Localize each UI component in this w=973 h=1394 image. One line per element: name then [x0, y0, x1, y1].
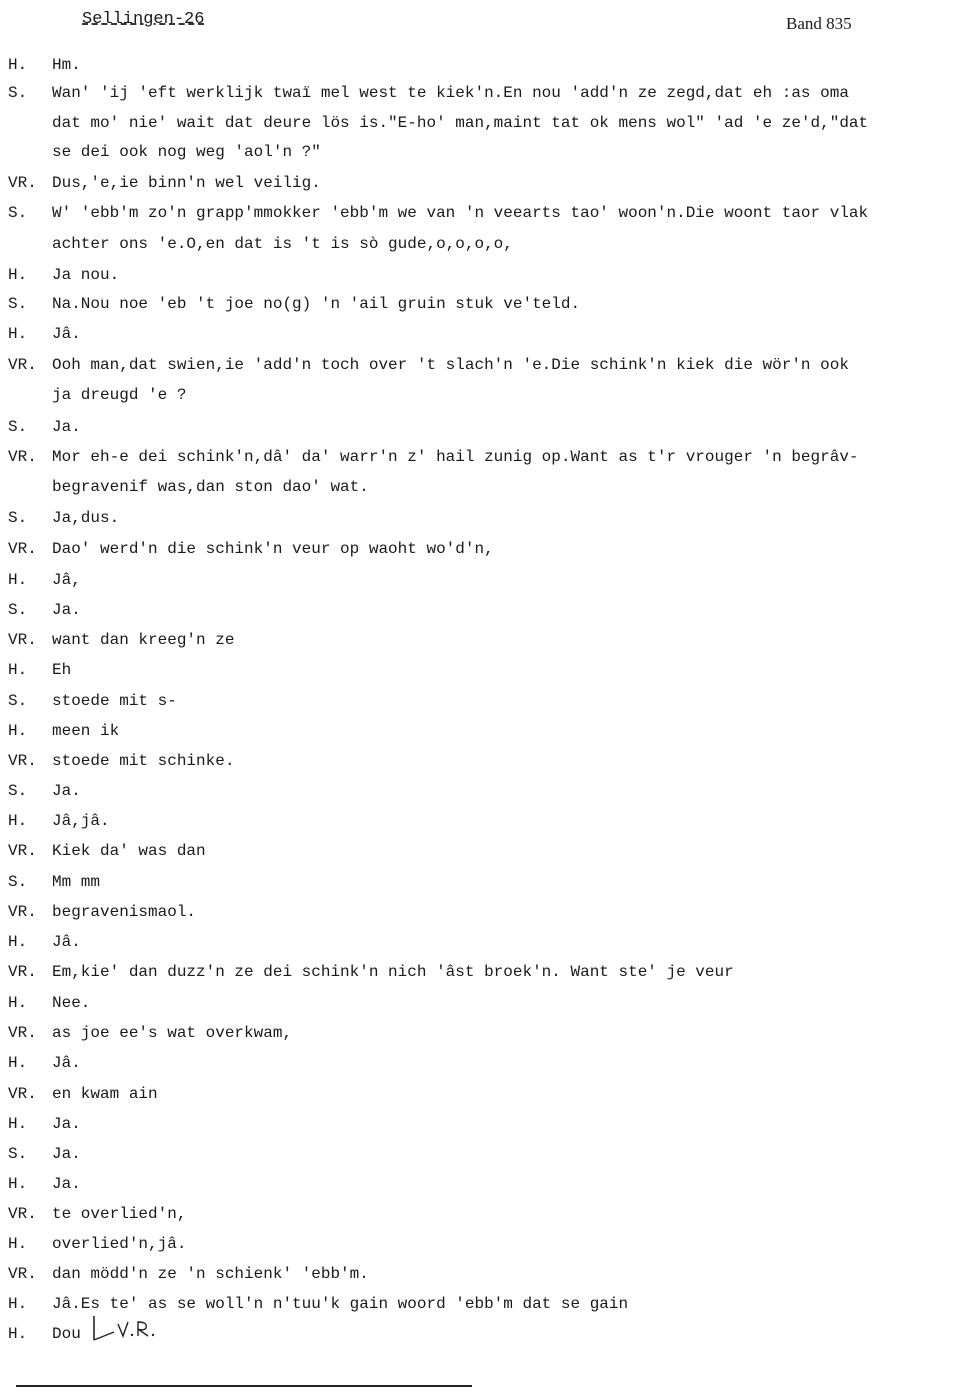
- speaker-label: VR.: [8, 1265, 37, 1283]
- utterance-text: W' 'ebb'm zo'n grapp'mmokker 'ebb'm we van 'n veearts tao' woon'n.Die woont taor vlak: [52, 204, 869, 222]
- utterance-text: dat mo' nie' wait dat deure lös is."E-ho' man,maint tat ok mens wol" 'ad 'e ze'd,"dat: [52, 114, 869, 132]
- speaker-label: H.: [8, 1054, 28, 1072]
- transcript-line: [0, 990, 973, 1016]
- document-header-right: Band 835: [786, 14, 852, 33]
- utterance-text: Jâ,: [52, 571, 81, 589]
- speaker-label: H.: [8, 56, 28, 74]
- speaker-label: S.: [8, 204, 28, 222]
- speaker-label: S.: [8, 782, 28, 800]
- utterance-text: Ja.: [52, 601, 81, 619]
- speaker-label: H.: [8, 571, 28, 589]
- transcript-line: [0, 657, 973, 683]
- speaker-label: VR.: [8, 1024, 37, 1042]
- transcript-line: [0, 1231, 973, 1257]
- utterance-text: Ja nou.: [52, 266, 120, 284]
- speaker-label: S.: [8, 601, 28, 619]
- utterance-text: as joe ee's wat overkwam,: [52, 1024, 293, 1042]
- utterance-text: Wan' 'ij 'eft werklijk twaï mel west te kiek'n.En nou 'add'n ze zegd,dat eh :as oma: [52, 84, 849, 102]
- transcript-line: [0, 929, 973, 955]
- utterance-text: en kwam ain: [52, 1085, 158, 1103]
- transcript-line: [0, 1171, 973, 1197]
- speaker-label: S.: [8, 509, 28, 527]
- footer-rule: [16, 1385, 472, 1387]
- transcript-line: [0, 382, 973, 408]
- utterance-text: Kiek da' was dan: [52, 842, 206, 860]
- transcript-line: [0, 1081, 973, 1107]
- speaker-label: S.: [8, 295, 28, 313]
- transcript-line: [0, 778, 973, 804]
- speaker-label: H.: [8, 1325, 28, 1343]
- utterance-text: Jâ,jâ.: [52, 812, 110, 830]
- transcript-line: [0, 1050, 973, 1076]
- utterance-text: begravenif was,dan ston dao' wat.: [52, 478, 369, 496]
- speaker-label: VR.: [8, 631, 37, 649]
- utterance-text: Ja,dus.: [52, 509, 120, 527]
- speaker-label: VR.: [8, 540, 37, 558]
- transcript-line: [0, 959, 973, 985]
- utterance-text: Ooh man,dat swien,ie 'add'n toch over 't slach'n 'e.Die schink'n kiek die wör'n ook: [52, 356, 849, 374]
- utterance-text: Dao' werd'n die schink'n veur op waoht wo'd'n,: [52, 540, 494, 558]
- speaker-label: VR.: [8, 842, 37, 860]
- speaker-label: VR.: [8, 903, 37, 921]
- utterance-text: begravenismaol.: [52, 903, 197, 921]
- transcript-line: [0, 748, 973, 774]
- transcript-line: [0, 80, 973, 106]
- speaker-label: H.: [8, 812, 28, 830]
- speaker-label: H.: [8, 661, 28, 679]
- speaker-label: H.: [8, 722, 28, 740]
- utterance-text: se dei ook nog weg 'aol'n ?": [52, 143, 321, 161]
- transcript-line: [0, 597, 973, 623]
- speaker-label: H.: [8, 1175, 28, 1193]
- speaker-label: S.: [8, 873, 28, 891]
- speaker-label: H.: [8, 1115, 28, 1133]
- speaker-label: S.: [8, 84, 28, 102]
- transcript-line: [0, 1201, 973, 1227]
- transcript-line: [0, 1261, 973, 1287]
- speaker-label: VR.: [8, 1205, 37, 1223]
- speaker-label: VR.: [8, 1085, 37, 1103]
- transcript-line: [0, 231, 973, 257]
- transcript-line: [0, 1141, 973, 1167]
- transcript-line: [0, 352, 973, 378]
- utterance-text: Dou: [52, 1325, 81, 1343]
- transcript-line: [0, 869, 973, 895]
- transcript-line: [0, 414, 973, 440]
- speaker-label: VR.: [8, 356, 37, 374]
- speaker-label: VR.: [8, 963, 37, 981]
- speaker-label: S.: [8, 1145, 28, 1163]
- utterance-text: Jâ.: [52, 933, 81, 951]
- utterance-text: overlied'n,jâ.: [52, 1235, 187, 1253]
- utterance-text: want dan kreeg'n ze: [52, 631, 235, 649]
- utterance-text: Ja.: [52, 1145, 81, 1163]
- utterance-text: Jâ.: [52, 325, 81, 343]
- speaker-label: H.: [8, 1235, 28, 1253]
- document-header-left: Sellingen-26: [82, 10, 205, 29]
- transcript-line: [0, 1111, 973, 1137]
- transcript-line: [0, 170, 973, 196]
- utterance-text: Mm mm: [52, 873, 101, 891]
- utterance-text: ja dreugd 'e ?: [52, 386, 187, 404]
- utterance-text: Eh: [52, 661, 72, 679]
- transcript-line: [0, 200, 973, 226]
- transcript-line: [0, 536, 973, 562]
- transcript-line: [0, 262, 973, 288]
- transcript-line: [0, 110, 973, 136]
- utterance-text: Nee.: [52, 994, 91, 1012]
- utterance-text: Jâ.Es te' as se woll'n n'tuu'k gain woord 'ebb'm dat se gain: [52, 1295, 629, 1313]
- utterance-text: Em,kie' dan duzz'n ze dei schink'n nich 'âst broek'n. Want ste' je veur: [52, 963, 734, 981]
- speaker-label: H.: [8, 933, 28, 951]
- speaker-label: S.: [8, 418, 28, 436]
- transcript-line: [0, 1020, 973, 1046]
- speaker-label: H.: [8, 266, 28, 284]
- transcript-line: [0, 321, 973, 347]
- utterance-text: Ja.: [52, 1115, 81, 1133]
- utterance-text: Ja.: [52, 782, 81, 800]
- utterance-text: Hm.: [52, 56, 81, 74]
- utterance-text: te overlied'n,: [52, 1205, 187, 1223]
- utterance-text: Ja.: [52, 1175, 81, 1193]
- speaker-label: S.: [8, 692, 28, 710]
- speaker-label: H.: [8, 1295, 28, 1313]
- transcript-line: [0, 838, 973, 864]
- utterance-text: Dus,'e,ie binn'n wel veilig.: [52, 174, 321, 192]
- speaker-label: VR.: [8, 752, 37, 770]
- utterance-text: Mor eh-e dei schink'n,dâ' da' warr'n z' hail zunig op.Want as t'r vrouger 'n begrâv-: [52, 448, 859, 466]
- speaker-label: H.: [8, 325, 28, 343]
- utterance-text: achter ons 'e.O,en dat is 't is sò gude,o,o,o,o,: [52, 235, 513, 253]
- transcript-line: [0, 627, 973, 653]
- utterance-text: Ja.: [52, 418, 81, 436]
- utterance-text: Jâ.: [52, 1054, 81, 1072]
- transcript-line: [0, 505, 973, 531]
- transcript-line: [0, 474, 973, 500]
- transcript-line: [0, 718, 973, 744]
- utterance-text: Na.Nou noe 'eb 't joe no(g) 'n 'ail gruin stuk ve'teld.: [52, 295, 581, 313]
- transcript-line: [0, 139, 973, 165]
- utterance-text: dan mödd'n ze 'n schienk' 'ebb'm.: [52, 1265, 369, 1283]
- utterance-text: meen ik: [52, 722, 120, 740]
- transcript-line: [0, 808, 973, 834]
- utterance-text: stoede mit schinke.: [52, 752, 235, 770]
- transcript-line: [0, 567, 973, 593]
- utterance-text: stoede mit s-: [52, 692, 177, 710]
- transcript-line: [0, 688, 973, 714]
- speaker-label: H.: [8, 994, 28, 1012]
- transcript-line: [0, 52, 973, 78]
- transcript-line: [0, 444, 973, 470]
- speaker-label: VR.: [8, 174, 37, 192]
- transcript-line: [0, 899, 973, 925]
- transcript-line: [0, 291, 973, 317]
- speaker-label: VR.: [8, 448, 37, 466]
